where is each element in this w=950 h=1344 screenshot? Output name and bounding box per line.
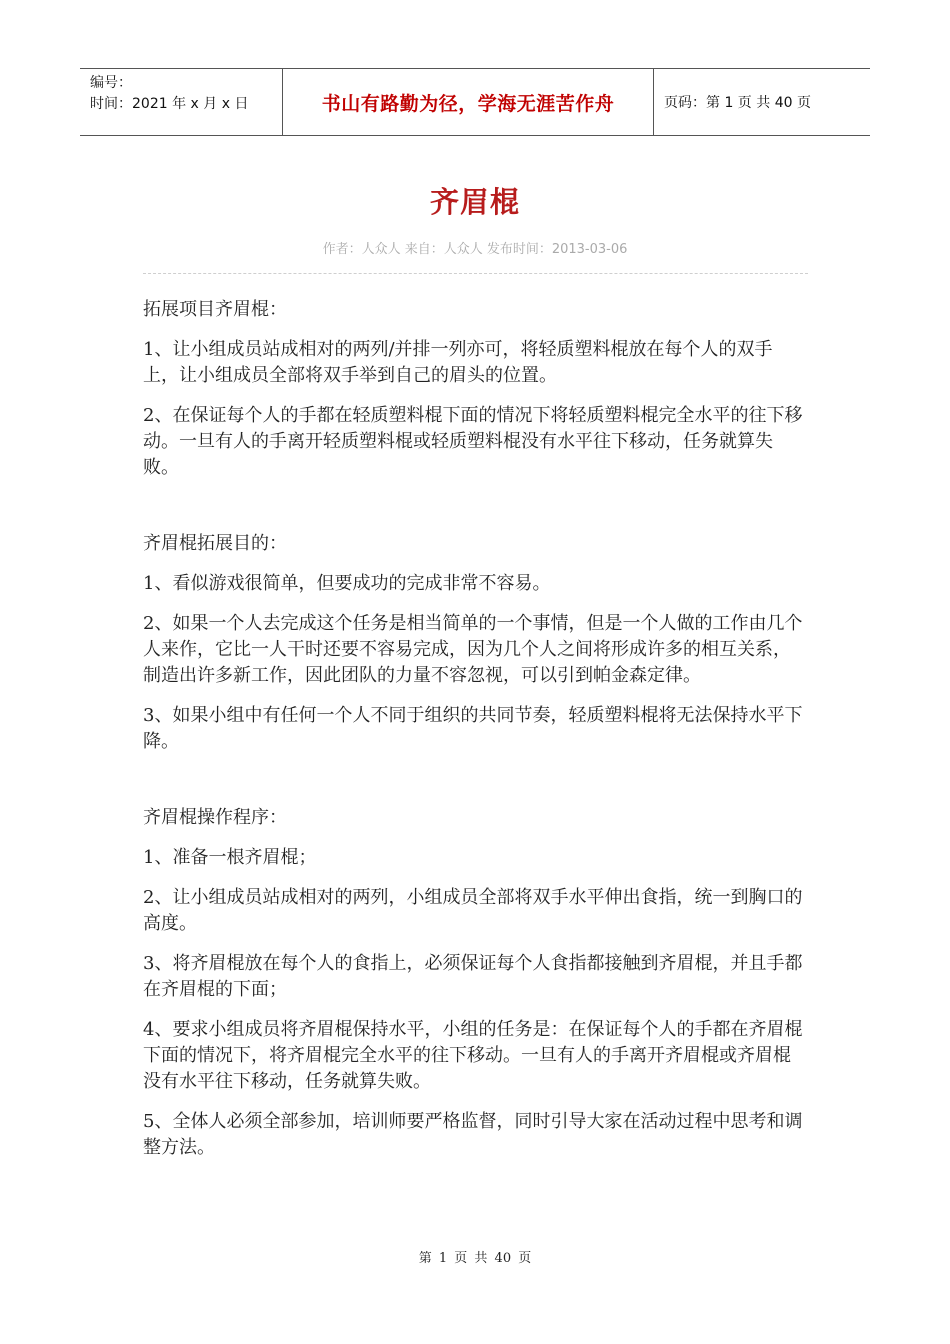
header-left-cell <box>80 69 282 135</box>
paragraph: 5、全体人必须全部参加，培训师要严格监督，同时引导大家在活动过程中思考和调整方法。 <box>143 1111 803 1158</box>
paragraph: 4、要求小组成员将齐眉棍保持水平，小组的任务是：在保证每个人的手都在齐眉棍下面的情况下，将齐眉棍完全水平的往下移动。一旦有人的手离开齐眉棍或齐眉棍没有水平往下移动，任务就算失败。 <box>143 1019 803 1092</box>
paragraph: 1、看似游戏很简单，但要成功的完成非常不容易。 <box>143 573 551 594</box>
paragraph: 3、将齐眉棍放在每个人的食指上，必须保证每个人食指都接触到齐眉棍，并且手都在齐眉棍的下面； <box>143 953 803 1000</box>
dashed-divider <box>143 273 808 274</box>
paragraph: 1、准备一根齐眉棍； <box>143 847 317 868</box>
section-heading: 齐眉棍操作程序： <box>143 807 287 828</box>
time-label: 时间：2021 年 x 月 x 日 <box>90 96 249 112</box>
page-footer: 第 1 页 共 40 页 <box>418 1251 532 1266</box>
paragraph: 3、如果小组中有任何一个人不同于组织的共同节奏，轻质塑料棍将无法保持水平下降。 <box>143 705 803 752</box>
paragraph: 2、在保证每个人的手都在轻质塑料棍下面的情况下将轻质塑料棍完全水平的往下移动。一旦有人的手离开轻质塑料棍或轻质塑料棍没有水平往下移动，任务就算失败。 <box>143 405 803 478</box>
paragraph: 2、让小组成员站成相对的两列，小组成员全部将双手水平伸出食指，统一到胸口的高度。 <box>143 887 803 934</box>
number-label: 编号： <box>90 75 132 91</box>
article-title: 齐眉棍 <box>429 185 520 219</box>
document-header <box>80 68 870 136</box>
paragraph: 1、让小组成员站成相对的两列/并排一列亦可，将轻质塑料棍放在每个人的双手上，让小组成员全部将双手举到自己的眉头的位置。 <box>143 339 773 386</box>
paragraph: 2、如果一个人去完成这个任务是相当简单的一个事情，但是一个人做的工作由几个人来作，它比一人干时还要不容易完成，因为几个人之间将形成许多的相互关系，制造出许多新工作，因此团队的力量不容忽视，可以引到帕金森定律。 <box>143 613 803 686</box>
article-meta: 作者：人众人 来自：人众人 发布时间：2013-03-06 <box>322 242 628 257</box>
article-body <box>143 297 808 1175</box>
page-info: 页码：第 1 页 共 40 页 <box>664 95 811 111</box>
section-heading: 拓展项目齐眉棍： <box>143 299 287 320</box>
motto-text: 书山有路勤为径，学海无涯苦作舟 <box>282 69 654 135</box>
section-heading: 齐眉棍拓展目的： <box>143 533 287 554</box>
